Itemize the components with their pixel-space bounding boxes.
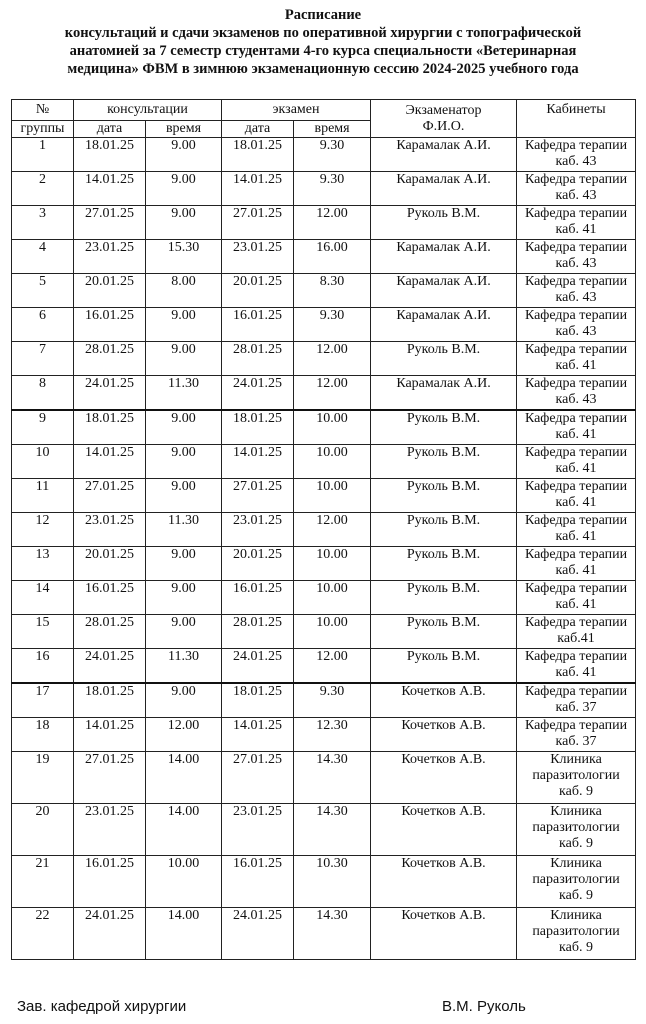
cell-consult-date: 14.01.25 xyxy=(74,445,146,479)
cell-examiner: Карамалак А.И. xyxy=(371,308,517,342)
room-line: Кафедра терапии xyxy=(524,342,628,357)
cell-room xyxy=(517,615,636,649)
cell-consult-time: 9.00 xyxy=(146,547,222,581)
cell-exam-time: 16.00 xyxy=(294,240,371,274)
cell-exam-date: 28.01.25 xyxy=(222,342,294,376)
cell-exam-time: 9.30 xyxy=(294,172,371,206)
table-row xyxy=(12,683,636,718)
room-line: Кафедра терапии xyxy=(524,138,628,153)
cell-exam-date: 14.01.25 xyxy=(222,172,294,206)
table-row xyxy=(12,308,636,342)
room-line: Кафедра терапии xyxy=(524,206,628,221)
schedule-table xyxy=(11,99,636,960)
room-line: каб. 41 xyxy=(555,597,597,612)
header-examiner-line2: Ф.И.О. xyxy=(422,118,465,134)
room-line: каб. 43 xyxy=(555,392,597,407)
table-row xyxy=(12,856,636,908)
cell-exam-time: 12.00 xyxy=(294,649,371,684)
table-row xyxy=(12,172,636,206)
title-line: консультаций и сдачи экзаменов по оперативной хирургии с топографической xyxy=(64,25,582,41)
table-row xyxy=(12,581,636,615)
room-line: каб. 9 xyxy=(559,836,593,851)
cell-exam-date: 16.01.25 xyxy=(222,856,294,908)
cell-room xyxy=(517,718,636,752)
cell-consult-date: 24.01.25 xyxy=(74,376,146,411)
room-line: Кафедра терапии xyxy=(524,547,628,562)
room-line: каб.41 xyxy=(557,631,595,646)
cell-consult-time: 10.00 xyxy=(146,856,222,908)
cell-consult-date: 16.01.25 xyxy=(74,856,146,908)
room-line: Клиника xyxy=(550,804,602,819)
cell-group-number: 5 xyxy=(12,274,74,308)
room-line: Кафедра терапии xyxy=(524,308,628,323)
cell-consult-date: 14.01.25 xyxy=(74,718,146,752)
table-row xyxy=(12,445,636,479)
cell-room xyxy=(517,308,636,342)
cell-consult-date: 18.01.25 xyxy=(74,683,146,718)
room-line: Кафедра терапии xyxy=(524,445,628,460)
cell-consult-time: 9.00 xyxy=(146,410,222,445)
cell-room xyxy=(517,376,636,411)
document-title xyxy=(8,6,638,78)
room-line: каб. 9 xyxy=(559,784,593,799)
cell-exam-date: 23.01.25 xyxy=(222,240,294,274)
cell-group-number: 6 xyxy=(12,308,74,342)
room-line: Кафедра терапии xyxy=(524,684,628,699)
cell-group-number: 2 xyxy=(12,172,74,206)
cell-room xyxy=(517,172,636,206)
room-line: паразитологии xyxy=(532,768,620,783)
cell-consult-date: 20.01.25 xyxy=(74,274,146,308)
room-line: каб. 37 xyxy=(555,700,597,715)
cell-consult-date: 20.01.25 xyxy=(74,547,146,581)
cell-room xyxy=(517,513,636,547)
room-line: каб. 9 xyxy=(559,940,593,955)
cell-group-number: 15 xyxy=(12,615,74,649)
cell-room xyxy=(517,581,636,615)
table-row xyxy=(12,649,636,684)
room-line: каб. 43 xyxy=(555,256,597,271)
cell-exam-date: 24.01.25 xyxy=(222,376,294,411)
room-line: Кафедра терапии xyxy=(524,240,628,255)
room-line: Клиника xyxy=(550,752,602,767)
room-line: паразитологии xyxy=(532,924,620,939)
cell-examiner: Кочетков А.В. xyxy=(371,856,517,908)
header-consultations: консультации xyxy=(74,100,222,121)
cell-room xyxy=(517,138,636,172)
cell-room xyxy=(517,683,636,718)
cell-exam-time: 10.00 xyxy=(294,547,371,581)
cell-consult-date: 16.01.25 xyxy=(74,308,146,342)
header-rooms: Кабинеты xyxy=(517,100,636,138)
cell-group-number: 10 xyxy=(12,445,74,479)
room-line: Кафедра терапии xyxy=(524,376,628,391)
room-line: Кафедра терапии xyxy=(524,649,628,664)
cell-examiner: Руколь В.М. xyxy=(371,445,517,479)
room-line: каб. 43 xyxy=(555,188,597,203)
table-row xyxy=(12,206,636,240)
cell-consult-time: 11.30 xyxy=(146,513,222,547)
signature-position: Зав. кафедрой хирургии xyxy=(17,998,187,1015)
cell-exam-date: 14.01.25 xyxy=(222,718,294,752)
cell-exam-time: 9.30 xyxy=(294,138,371,172)
cell-exam-date: 24.01.25 xyxy=(222,908,294,960)
cell-exam-time: 10.00 xyxy=(294,615,371,649)
cell-consult-date: 27.01.25 xyxy=(74,206,146,240)
room-line: каб. 41 xyxy=(555,665,597,680)
cell-examiner: Руколь В.М. xyxy=(371,410,517,445)
room-line: Кафедра терапии xyxy=(524,513,628,528)
cell-exam-date: 23.01.25 xyxy=(222,804,294,856)
cell-exam-time: 14.30 xyxy=(294,804,371,856)
cell-exam-time: 9.30 xyxy=(294,308,371,342)
room-line: Кафедра терапии xyxy=(524,718,628,733)
cell-examiner: Руколь В.М. xyxy=(371,206,517,240)
room-line: паразитологии xyxy=(532,872,620,887)
room-line: каб. 41 xyxy=(555,222,597,237)
cell-room xyxy=(517,856,636,908)
cell-exam-date: 18.01.25 xyxy=(222,410,294,445)
cell-exam-date: 14.01.25 xyxy=(222,445,294,479)
cell-consult-time: 9.00 xyxy=(146,479,222,513)
cell-group-number: 16 xyxy=(12,649,74,684)
cell-consult-date: 16.01.25 xyxy=(74,581,146,615)
table-row xyxy=(12,804,636,856)
cell-consult-time: 9.00 xyxy=(146,138,222,172)
room-line: каб. 41 xyxy=(555,358,597,373)
cell-examiner: Кочетков А.В. xyxy=(371,908,517,960)
cell-consult-time: 9.00 xyxy=(146,172,222,206)
cell-exam-time: 8.30 xyxy=(294,274,371,308)
table-row xyxy=(12,615,636,649)
cell-consult-time: 9.00 xyxy=(146,615,222,649)
cell-examiner: Кочетков А.В. xyxy=(371,683,517,718)
table-row xyxy=(12,547,636,581)
title-line: анатомией за 7 семестр студентами 4-го курса специальности «Ветеринарная xyxy=(69,43,577,59)
cell-room xyxy=(517,547,636,581)
cell-room xyxy=(517,479,636,513)
room-line: каб. 9 xyxy=(559,888,593,903)
cell-examiner: Руколь В.М. xyxy=(371,581,517,615)
table-row xyxy=(12,752,636,804)
cell-exam-time: 10.00 xyxy=(294,581,371,615)
header-examiner-line1: Экзаменатор xyxy=(405,102,482,118)
table-row xyxy=(12,513,636,547)
cell-exam-time: 10.00 xyxy=(294,479,371,513)
cell-exam-date: 24.01.25 xyxy=(222,649,294,684)
room-line: Кафедра терапии xyxy=(524,172,628,187)
cell-exam-time: 9.30 xyxy=(294,683,371,718)
cell-group-number: 4 xyxy=(12,240,74,274)
cell-consult-time: 11.30 xyxy=(146,649,222,684)
title-line: медицина» ФВМ в зимнюю экзаменационную сессию 2024-2025 учебного года xyxy=(67,61,579,77)
cell-examiner: Руколь В.М. xyxy=(371,615,517,649)
cell-group-number: 19 xyxy=(12,752,74,804)
cell-consult-date: 24.01.25 xyxy=(74,908,146,960)
cell-exam-time: 14.30 xyxy=(294,908,371,960)
room-line: Кафедра терапии xyxy=(524,479,628,494)
cell-group-number: 17 xyxy=(12,683,74,718)
cell-group-number: 21 xyxy=(12,856,74,908)
cell-room xyxy=(517,804,636,856)
table-row xyxy=(12,908,636,960)
cell-consult-time: 9.00 xyxy=(146,581,222,615)
table-row xyxy=(12,479,636,513)
cell-consult-time: 9.00 xyxy=(146,342,222,376)
cell-group-number: 11 xyxy=(12,479,74,513)
table-row xyxy=(12,342,636,376)
cell-exam-time: 10.00 xyxy=(294,445,371,479)
cell-group-number: 18 xyxy=(12,718,74,752)
cell-consult-date: 23.01.25 xyxy=(74,240,146,274)
cell-exam-date: 16.01.25 xyxy=(222,581,294,615)
header-consult-time: время xyxy=(146,121,222,138)
cell-examiner: Кочетков А.В. xyxy=(371,752,517,804)
cell-consult-date: 24.01.25 xyxy=(74,649,146,684)
cell-examiner: Руколь В.М. xyxy=(371,479,517,513)
cell-exam-time: 10.30 xyxy=(294,856,371,908)
cell-consult-time: 11.30 xyxy=(146,376,222,411)
cell-consult-time: 14.00 xyxy=(146,752,222,804)
table-row xyxy=(12,240,636,274)
cell-examiner: Карамалак А.И. xyxy=(371,376,517,411)
cell-examiner: Карамалак А.И. xyxy=(371,240,517,274)
cell-room xyxy=(517,342,636,376)
table-row xyxy=(12,138,636,172)
cell-consult-time: 9.00 xyxy=(146,206,222,240)
cell-exam-time: 12.00 xyxy=(294,513,371,547)
cell-exam-date: 28.01.25 xyxy=(222,615,294,649)
header-consult-date: дата xyxy=(74,121,146,138)
room-line: Клиника xyxy=(550,908,602,923)
room-line: Кафедра терапии xyxy=(524,581,628,596)
cell-examiner: Карамалак А.И. xyxy=(371,274,517,308)
cell-consult-date: 28.01.25 xyxy=(74,342,146,376)
cell-consult-date: 27.01.25 xyxy=(74,752,146,804)
cell-examiner: Карамалак А.И. xyxy=(371,138,517,172)
cell-room xyxy=(517,410,636,445)
header-exam-date: дата xyxy=(222,121,294,138)
cell-room xyxy=(517,240,636,274)
header-exam: экзамен xyxy=(222,100,371,121)
cell-exam-date: 27.01.25 xyxy=(222,206,294,240)
cell-consult-date: 27.01.25 xyxy=(74,479,146,513)
table-row xyxy=(12,274,636,308)
signature-name: В.М. Руколь xyxy=(442,998,526,1015)
table-row xyxy=(12,410,636,445)
cell-consult-time: 9.00 xyxy=(146,308,222,342)
cell-group-number: 9 xyxy=(12,410,74,445)
cell-exam-date: 18.01.25 xyxy=(222,683,294,718)
cell-exam-time: 10.00 xyxy=(294,410,371,445)
room-line: каб. 43 xyxy=(555,154,597,169)
room-line: Кафедра терапии xyxy=(524,274,628,289)
cell-consult-date: 23.01.25 xyxy=(74,804,146,856)
table-row xyxy=(12,718,636,752)
cell-room xyxy=(517,274,636,308)
cell-consult-time: 12.00 xyxy=(146,718,222,752)
cell-exam-date: 16.01.25 xyxy=(222,308,294,342)
cell-exam-date: 27.01.25 xyxy=(222,479,294,513)
cell-group-number: 20 xyxy=(12,804,74,856)
room-line: Клиника xyxy=(550,856,602,871)
cell-room xyxy=(517,206,636,240)
cell-exam-time: 12.00 xyxy=(294,206,371,240)
cell-consult-date: 14.01.25 xyxy=(74,172,146,206)
cell-consult-date: 18.01.25 xyxy=(74,138,146,172)
cell-consult-date: 23.01.25 xyxy=(74,513,146,547)
cell-room xyxy=(517,752,636,804)
table-header-row xyxy=(12,100,636,121)
cell-consult-time: 9.00 xyxy=(146,445,222,479)
header-examiner xyxy=(371,100,517,138)
cell-examiner: Карамалак А.И. xyxy=(371,172,517,206)
header-exam-time: время xyxy=(294,121,371,138)
cell-exam-date: 20.01.25 xyxy=(222,547,294,581)
cell-exam-time: 12.00 xyxy=(294,342,371,376)
cell-consult-date: 18.01.25 xyxy=(74,410,146,445)
cell-consult-date: 28.01.25 xyxy=(74,615,146,649)
cell-exam-date: 18.01.25 xyxy=(222,138,294,172)
room-line: Кафедра терапии xyxy=(524,615,628,630)
room-line: каб. 41 xyxy=(555,529,597,544)
cell-room xyxy=(517,445,636,479)
cell-consult-time: 9.00 xyxy=(146,683,222,718)
cell-exam-date: 20.01.25 xyxy=(222,274,294,308)
room-line: каб. 37 xyxy=(555,734,597,749)
cell-exam-time: 12.00 xyxy=(294,376,371,411)
header-group-no: № xyxy=(12,100,74,121)
cell-examiner: Кочетков А.В. xyxy=(371,718,517,752)
room-line: каб. 43 xyxy=(555,290,597,305)
cell-examiner: Руколь В.М. xyxy=(371,513,517,547)
room-line: каб. 43 xyxy=(555,324,597,339)
cell-consult-time: 14.00 xyxy=(146,908,222,960)
cell-group-number: 14 xyxy=(12,581,74,615)
cell-examiner: Руколь В.М. xyxy=(371,649,517,684)
cell-consult-time: 14.00 xyxy=(146,804,222,856)
cell-consult-time: 8.00 xyxy=(146,274,222,308)
cell-group-number: 22 xyxy=(12,908,74,960)
cell-group-number: 13 xyxy=(12,547,74,581)
cell-exam-date: 23.01.25 xyxy=(222,513,294,547)
cell-examiner: Кочетков А.В. xyxy=(371,804,517,856)
cell-consult-time: 15.30 xyxy=(146,240,222,274)
cell-exam-time: 14.30 xyxy=(294,752,371,804)
room-line: каб. 41 xyxy=(555,563,597,578)
table-body xyxy=(12,138,636,960)
header-group-word: группы xyxy=(12,121,74,138)
cell-group-number: 1 xyxy=(12,138,74,172)
cell-examiner: Руколь В.М. xyxy=(371,547,517,581)
room-line: каб. 41 xyxy=(555,427,597,442)
cell-group-number: 8 xyxy=(12,376,74,411)
table-row xyxy=(12,376,636,411)
cell-group-number: 12 xyxy=(12,513,74,547)
cell-exam-date: 27.01.25 xyxy=(222,752,294,804)
cell-group-number: 7 xyxy=(12,342,74,376)
cell-room xyxy=(517,908,636,960)
room-line: каб. 41 xyxy=(555,495,597,510)
room-line: паразитологии xyxy=(532,820,620,835)
cell-examiner: Руколь В.М. xyxy=(371,342,517,376)
cell-room xyxy=(517,649,636,684)
cell-exam-time: 12.30 xyxy=(294,718,371,752)
cell-group-number: 3 xyxy=(12,206,74,240)
room-line: Кафедра терапии xyxy=(524,411,628,426)
title-line: Расписание xyxy=(284,7,362,23)
room-line: каб. 41 xyxy=(555,461,597,476)
